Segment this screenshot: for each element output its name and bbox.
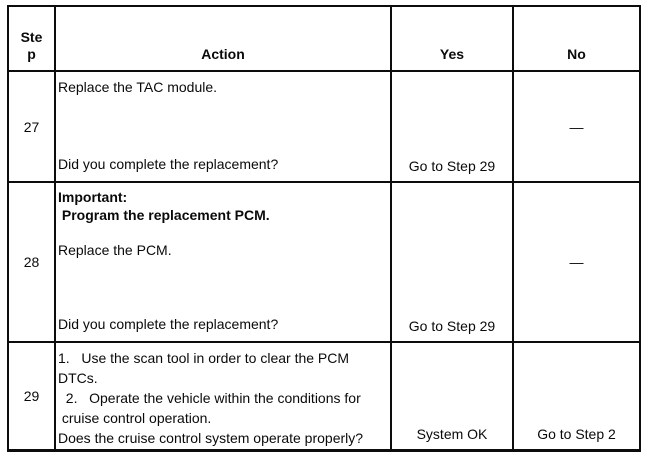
action-instruction: Replace the PCM. bbox=[58, 242, 172, 258]
step-number: 28 bbox=[23, 254, 40, 270]
no-cell bbox=[514, 183, 639, 343]
step-number: 29 bbox=[23, 388, 40, 404]
important-note: Program the replacement PCM. bbox=[58, 207, 270, 223]
step-number-cell bbox=[9, 72, 56, 183]
col-header-action bbox=[56, 7, 392, 72]
step-number: 27 bbox=[23, 118, 40, 135]
yes-answer: Go to Step 29 bbox=[408, 318, 496, 334]
no-cell bbox=[514, 72, 639, 183]
step-number-cell bbox=[9, 343, 56, 449]
action-cell bbox=[56, 183, 392, 343]
no-answer: Go to Step 2 bbox=[537, 426, 616, 442]
yes-answer: Go to Step 29 bbox=[408, 158, 496, 174]
col-header-yes-label: Yes bbox=[439, 46, 465, 62]
action-question: Did you complete the replacement? bbox=[58, 156, 279, 172]
action-cell bbox=[56, 343, 392, 449]
no-cell bbox=[514, 343, 639, 449]
action-instruction: 1. Use the scan tool in order to clear the PCM DTCs. bbox=[58, 350, 353, 386]
col-header-no bbox=[514, 7, 639, 72]
step-number-cell bbox=[9, 183, 56, 343]
col-header-step bbox=[9, 7, 56, 72]
no-answer: — bbox=[569, 118, 584, 135]
important-label: Important: bbox=[58, 189, 128, 205]
action-instruction: cruise control operation. bbox=[58, 410, 212, 426]
action-instruction: Replace the TAC module. bbox=[58, 79, 218, 95]
action-instruction: 2. Operate the vehicle within the conditions for bbox=[58, 390, 361, 406]
yes-cell bbox=[392, 183, 514, 343]
action-cell bbox=[56, 72, 392, 183]
yes-cell bbox=[392, 343, 514, 449]
col-header-action-label: Action bbox=[201, 46, 245, 62]
col-header-no-label: No bbox=[567, 46, 586, 62]
yes-answer: System OK bbox=[416, 426, 488, 442]
diagnostic-step-table bbox=[7, 5, 641, 452]
action-question: Does the cruise control system operate properly? bbox=[58, 430, 364, 446]
action-question: Did you complete the replacement? bbox=[58, 316, 279, 332]
col-header-step-label: Step bbox=[20, 29, 43, 62]
yes-cell bbox=[392, 72, 514, 183]
no-answer: — bbox=[569, 254, 584, 270]
col-header-yes bbox=[392, 7, 514, 72]
